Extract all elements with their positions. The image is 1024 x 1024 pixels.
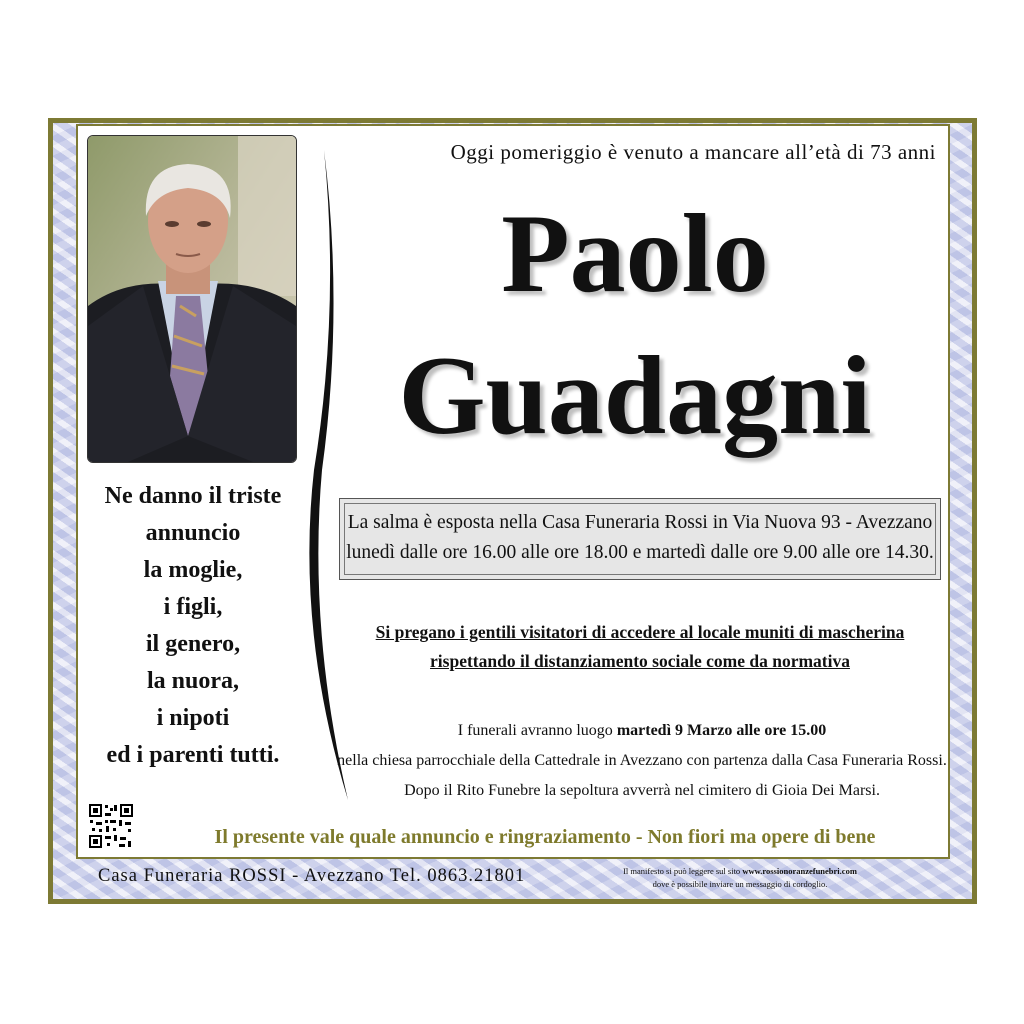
- viewing-line-2: lunedì dalle ore 16.00 alle ore 18.00 e martedì dalle ore 9.00 alle ore 14.30.: [346, 542, 934, 563]
- mourners-line: ed i parenti tutti.: [106, 742, 280, 768]
- funeral-home-footer: Casa Funeraria ROSSI - Avezzano Tel. 0863.21801: [98, 866, 526, 886]
- funeral-line-1: [330, 716, 954, 746]
- mourners-list: [80, 478, 306, 774]
- mask-notice-line-2: rispettando il distanziamento sociale come da normativa: [430, 651, 850, 671]
- mask-notice-line-1: Si pregano i gentili visitatori di accedere al locale muniti di mascherina: [375, 622, 905, 642]
- funeral-line-3: Dopo il Rito Funebre la sepoltura avverrà nel cimitero di Gioia Dei Marsi.: [404, 782, 880, 799]
- mourners-line: i figli,: [163, 594, 223, 620]
- funeral-date-time: martedì 9 Marzo alle ore 15.00: [616, 722, 827, 739]
- qr-code-icon[interactable]: [88, 803, 134, 849]
- online-notice-line-1: [560, 865, 920, 878]
- portrait-photo: [87, 135, 297, 463]
- deceased-first-name: Paolo: [501, 192, 769, 316]
- website-link[interactable]: www.rossionoranzefunebri.com: [742, 866, 857, 876]
- funeral-line-2: nella chiesa parrocchiale della Cattedrale in Avezzano con partenza dalla Casa Funeraria Rossi.: [337, 752, 947, 769]
- online-prefix: Il manifesto si può leggere sul sito: [623, 866, 743, 876]
- mourners-line: annuncio: [145, 520, 241, 546]
- viewing-line-1: La salma è esposta nella Casa Funeraria Rossi in Via Nuova 93 - Avezzano: [347, 512, 933, 533]
- deceased-last-name: Guadagni: [398, 334, 872, 458]
- funeral-info: [330, 716, 954, 806]
- thanks-line: Il presente vale quale annuncio e ringraziamento - Non fiori ma opere di bene: [214, 826, 876, 848]
- mourners-line: il genero,: [145, 631, 241, 657]
- mourners-line: la moglie,: [143, 557, 243, 583]
- intro-text: Oggi pomeriggio è venuto a mancare all’età di 73 anni: [450, 140, 936, 164]
- online-notice-line-2: dove è possibile inviare un messaggio di cordoglio.: [652, 879, 828, 889]
- mourners-line: la nuora,: [146, 668, 239, 694]
- funeral-line-1-prefix: I funerali avranno luogo: [457, 722, 617, 739]
- mourners-line: Ne danno il triste: [104, 483, 282, 509]
- online-notice: [560, 865, 920, 891]
- mask-notice: [340, 618, 940, 676]
- viewing-info-box: [339, 498, 941, 580]
- mourners-line: i nipoti: [156, 705, 230, 731]
